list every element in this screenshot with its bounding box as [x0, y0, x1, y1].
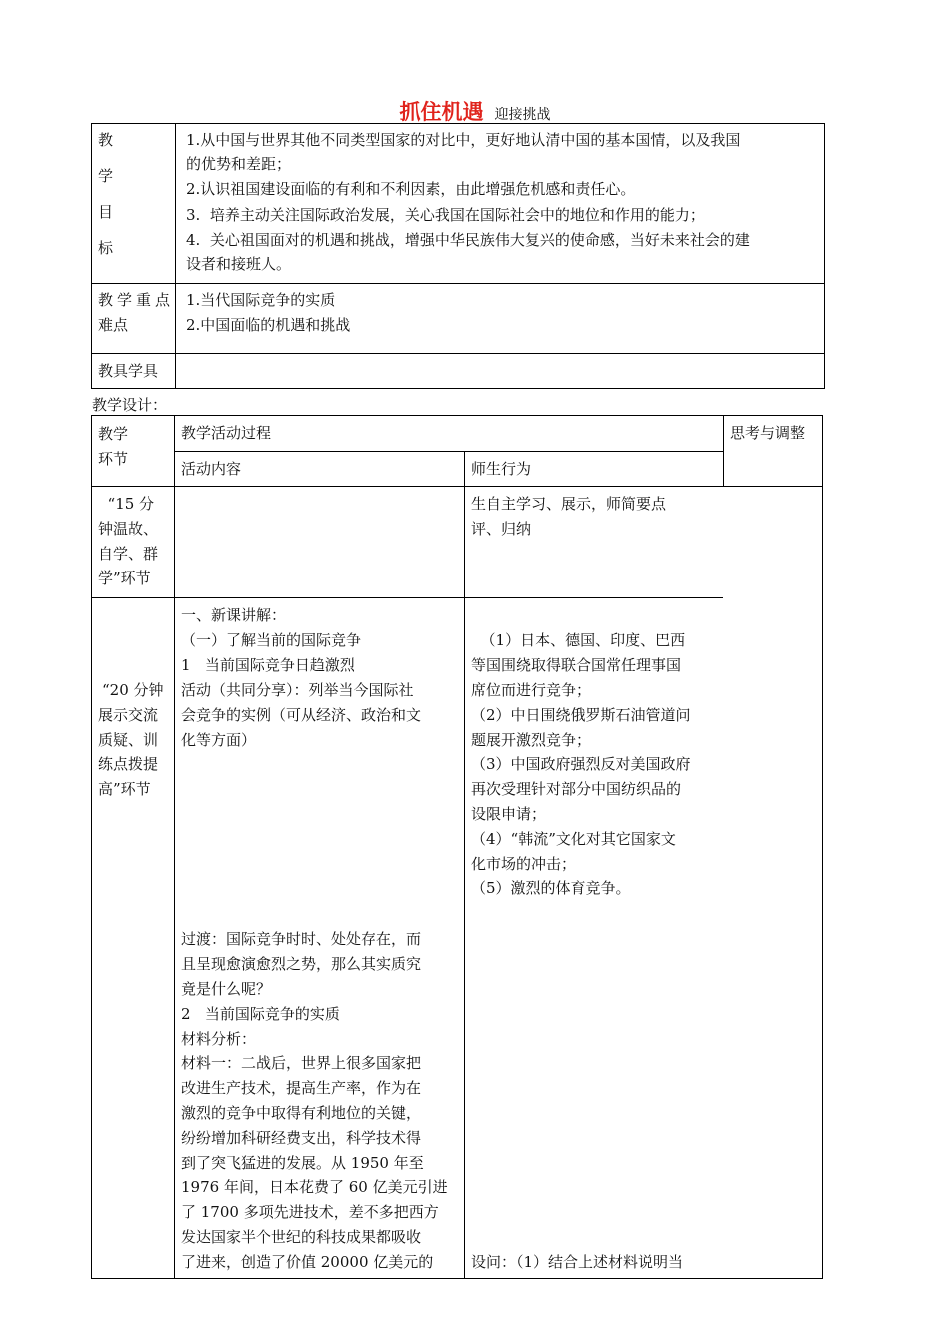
title-sub: 迎接挑战 — [494, 107, 551, 123]
objective-line: 4. 关心祖国面对的机遇和挑战，增强中华民族伟大复兴的使命感，当好未来社会的建 — [186, 231, 750, 249]
design-row1-bottom — [91, 597, 723, 598]
row2-content-line: 化等方面） — [181, 731, 257, 749]
objectives-label-4: 标 — [98, 239, 114, 257]
row2-content-line: 2 当前国际竞争的实质 — [181, 1005, 340, 1023]
row2-content-line: 了 1700 多项先进技术，差不多把西方 — [181, 1203, 439, 1221]
design-col-divider-reflect — [723, 415, 724, 486]
row2-behavior-line: 席位而进行竞争； — [471, 681, 592, 699]
objective-line: 3. 培养主动关注国际政治发展，关心我国在国际社会中的地位和作用的能力； — [186, 206, 705, 224]
objective-line: 设者和接班人。 — [186, 255, 292, 273]
objectives-label-1: 教 — [98, 131, 114, 149]
row2-behavior-line: 设限申请； — [471, 805, 547, 823]
keypoint-line: 1.当代国际竞争的实质 — [186, 291, 336, 309]
row2-content-line: 1976 年间，日本花费了 60 亿美元引进 — [181, 1178, 448, 1196]
header-stage-2: 环节 — [98, 450, 129, 468]
design-section-label: 教学设计： — [92, 396, 168, 414]
objective-line: 2.认识祖国建设面临的有利和不利因素，由此增强危机感和责任心。 — [186, 180, 636, 198]
row1-stage: “15 分 — [98, 495, 155, 513]
row2-stage: 质疑、训 — [98, 731, 159, 749]
objectives-label-2: 学 — [98, 167, 114, 185]
row1-stage: 学”环节 — [98, 569, 151, 587]
row2-behavior-line: （1）日本、德国、印度、巴西 — [471, 631, 686, 649]
row2-behavior-line: （4）“韩流”文化对其它国家文 — [471, 830, 676, 848]
row2-stage: 展示交流 — [98, 706, 159, 724]
row2-behavior-line: （2）中日围绕俄罗斯石油管道问 — [471, 706, 691, 724]
row1-behavior: 评、归纳 — [471, 520, 532, 538]
design-header-split — [174, 451, 723, 452]
design-col-divider-content — [464, 451, 465, 1279]
document-title — [0, 96, 950, 126]
row2-content-line: 活动（共同分享）：列举当今国际社 — [181, 681, 414, 699]
row2-behavior-line: （5）激烈的体育竞争。 — [471, 879, 631, 897]
design-col-divider-stage — [174, 415, 175, 1279]
header-reflect: 思考与调整 — [730, 424, 806, 442]
row2-content-line: 1 当前国际竞争日趋激烈 — [181, 656, 355, 674]
row2-behavior-line: 化市场的冲击； — [471, 855, 577, 873]
row2-behavior-line: 设问：（1）结合上述材料说明当 — [471, 1253, 684, 1271]
objective-line: 1.从中国与世界其他不同类型国家的对比中，更好地认清中国的基本国情，以及我国 — [186, 131, 741, 149]
keypoint-line: 2.中国面临的机遇和挑战 — [186, 316, 351, 334]
tools-label: 教具学具 — [98, 362, 159, 380]
row2-stage: “20 分钟 — [102, 681, 164, 699]
row2-content-line: 一、新课讲解： — [181, 606, 287, 624]
row2-content-line: 过渡：国际竞争时时、处处存在，而 — [181, 930, 422, 948]
row2-content-line: 改进生产技术，提高生产率，作为在 — [181, 1079, 422, 1097]
row2-behavior-line: 题展开激烈竞争； — [471, 731, 592, 749]
row2-content-line: 激烈的竞争中取得有利地位的关键， — [181, 1104, 422, 1122]
row2-behavior-line: 再次受理针对部分中国纺织品的 — [471, 780, 682, 798]
keypoints-row-border — [91, 353, 825, 354]
row2-content-line: 材料分析： — [181, 1030, 257, 1048]
keypoints-label-1: 教学重点 — [98, 291, 175, 309]
row2-behavior-line: 等国围绕取得联合国常任理事国 — [471, 656, 682, 674]
row2-content-line: 纷纷增加科研经费支出，科学技术得 — [181, 1129, 422, 1147]
row2-stage: 练点拨提 — [98, 755, 159, 773]
header-stage-1: 教学 — [98, 425, 129, 443]
row2-content-line: 了进来，创造了价值 20000 亿美元的 — [181, 1253, 434, 1271]
row2-content-line: 发达国家半个世纪的科技成果都吸收 — [181, 1228, 422, 1246]
objectives-row-border — [91, 283, 825, 284]
row1-stage: 自学、群 — [98, 545, 159, 563]
design-header-bottom — [91, 486, 823, 487]
objectives-table-divider — [175, 123, 176, 389]
row2-content-line: 材料一：二战后，世界上很多国家把 — [181, 1054, 422, 1072]
row2-content-line: 且呈现愈演愈烈之势，那么其实质究 — [181, 955, 422, 973]
header-behavior: 师生行为 — [471, 460, 532, 478]
row2-stage: 高”环节 — [98, 780, 151, 798]
row1-behavior: 生自主学习、展示，师简要点 — [471, 495, 667, 513]
row2-content-line: 到了突飞猛进的发展。从 1950 年至 — [181, 1154, 424, 1172]
row2-content-line: （一）了解当前的国际竞争 — [181, 631, 362, 649]
objective-line: 的优势和差距； — [186, 155, 292, 173]
row2-content-line: 会竞争的实例（可从经济、政治和文 — [181, 706, 422, 724]
objectives-label-3: 目 — [98, 203, 114, 221]
keypoints-label-2: 难点 — [98, 316, 129, 334]
row2-behavior-line: （3）中国政府强烈反对美国政府 — [471, 755, 691, 773]
row1-stage: 钟温故、 — [98, 520, 159, 538]
row2-content-line: 竟是什么呢？ — [181, 980, 272, 998]
title-main: 抓住机遇 — [399, 100, 484, 124]
header-content: 活动内容 — [181, 460, 242, 478]
header-process: 教学活动过程 — [181, 424, 272, 442]
